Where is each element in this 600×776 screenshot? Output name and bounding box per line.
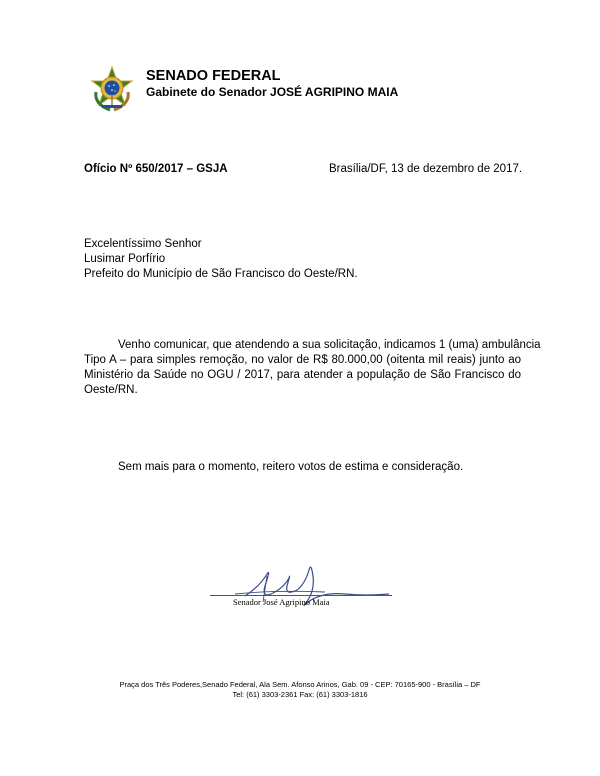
- handwritten-signature: [205, 556, 395, 616]
- addressee-name: Lusimar Porfírio: [84, 253, 166, 265]
- footer-phone: Tel: (61) 3303-2361 Fax: (61) 3303-1816: [232, 690, 368, 699]
- office-subtitle: Gabinete do Senador JOSÉ AGRIPINO MAIA: [146, 85, 399, 99]
- office-title: SENADO FEDERAL: [146, 68, 281, 84]
- letter-body: [84, 338, 541, 398]
- addressee-title: Prefeito do Município de São Francisco do Oeste/RN.: [84, 268, 358, 280]
- signature-line: [210, 595, 392, 596]
- letter-reference: Ofício Nº 650/2017 – GSJA: [84, 163, 228, 175]
- body-line: Ministério da Saúde no OGU / 2017, para atender a população de São Francisco do: [84, 369, 521, 381]
- signatory-name: Senador José Agripino Maia: [233, 597, 330, 607]
- body-line: Tipo A – para simples remoção, no valor de R$ 80.000,00 (oitenta mil reais) junto ao: [84, 354, 521, 366]
- addressee-block: [84, 237, 358, 282]
- addressee-salutation: Excelentíssimo Senhor: [84, 238, 202, 250]
- body-line: Venho comunicar, que atendendo a sua solicitação, indicamos 1 (uma) ambulância: [118, 339, 541, 351]
- body-line: Oeste/RN.: [84, 384, 138, 396]
- brazil-coat-of-arms-icon: [90, 66, 134, 112]
- letter-date: Brasília/DF, 13 de dezembro de 2017.: [329, 163, 523, 175]
- letter-closing: Sem mais para o momento, reitero votos de estima e consideração.: [118, 461, 464, 473]
- footer-address: Praça dos Três Poderes,Senado Federal, Ala Sem. Afonso Arinos, Gab. 09 - CEP: 70165-900 - Brasília – DF: [119, 680, 481, 689]
